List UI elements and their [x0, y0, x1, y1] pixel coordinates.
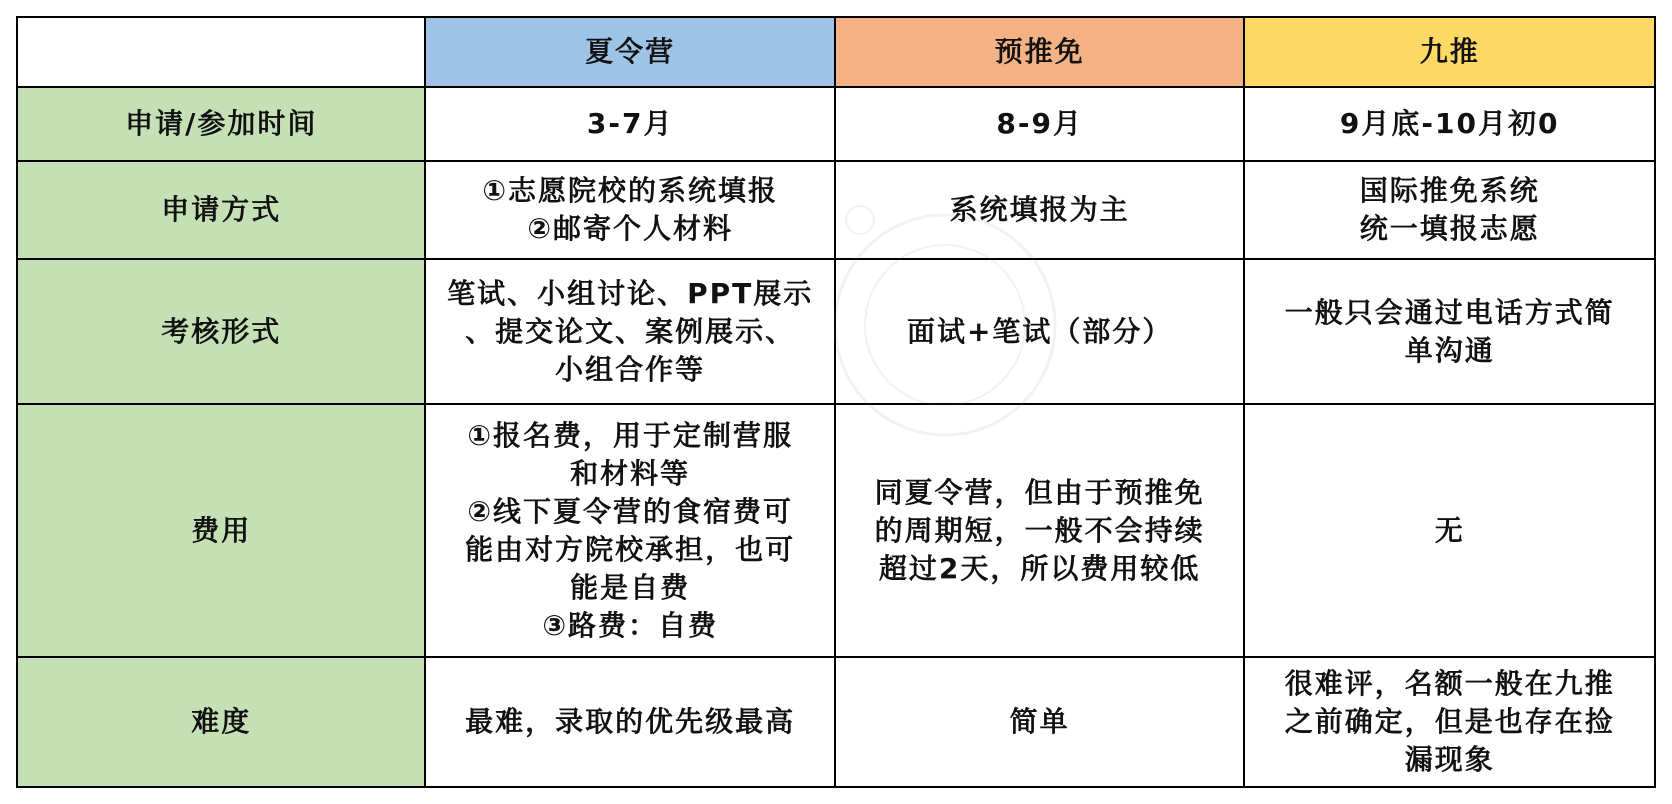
- table-cell: [835, 404, 1245, 656]
- table-cell: [1244, 259, 1655, 404]
- table-row: [17, 161, 1655, 260]
- table-cell: [835, 657, 1245, 787]
- cell-line: 统一填报志愿: [1359, 211, 1540, 245]
- table-row: [17, 259, 1655, 404]
- cell-line: 单沟通: [1404, 333, 1495, 367]
- table-cell: [425, 259, 835, 404]
- cell-line: 无: [1434, 513, 1465, 547]
- header-row: [17, 17, 1655, 87]
- table-cell: [425, 87, 835, 161]
- row-header-costs: 费用: [17, 404, 425, 656]
- table-cell: [1244, 161, 1655, 260]
- column-header-pre-recommendation: 预推免: [835, 17, 1245, 87]
- column-header-september-recommendation: 九推: [1244, 17, 1655, 87]
- cell-line: 面试+笔试（部分）: [906, 314, 1173, 348]
- table-cell: [425, 657, 835, 787]
- cell-line: 、提交论文、案例展示、: [465, 314, 796, 348]
- cell-line: 一般只会通过电话方式简: [1284, 295, 1615, 329]
- table-cell: [425, 161, 835, 260]
- cell-line: 简单: [1009, 704, 1070, 738]
- cell-line: 漏现象: [1404, 742, 1495, 776]
- table-cell: [835, 161, 1245, 260]
- table-cell: [1244, 657, 1655, 787]
- table-row: [17, 404, 1655, 656]
- row-header-difficulty: 难度: [17, 657, 425, 787]
- cell-line: ①志愿院校的系统填报: [482, 173, 779, 207]
- cell-line: 很难评，名额一般在九推: [1284, 666, 1615, 700]
- cell-line: 能是自费: [570, 570, 691, 604]
- cell-line: 3-7月: [586, 106, 674, 140]
- table-row: [17, 87, 1655, 161]
- cell-line: 国际推免系统: [1359, 173, 1540, 207]
- table-cell: [1244, 404, 1655, 656]
- cell-line: 笔试、小组讨论、PPT展示: [447, 276, 814, 310]
- cell-line: ①报名费，用于定制营服: [467, 418, 794, 452]
- cell-line: 的周期短，一般不会持续: [874, 513, 1205, 547]
- cell-line: 小组合作等: [555, 352, 706, 386]
- table-cell: [425, 404, 835, 656]
- table-row: [17, 657, 1655, 787]
- cell-line: ③路费：自费: [542, 608, 719, 642]
- cell-line: 系统填报为主: [949, 192, 1130, 226]
- table-cell: [835, 87, 1245, 161]
- corner-cell: [17, 17, 425, 87]
- cell-line: 之前确定，但是也存在捡: [1284, 704, 1615, 738]
- cell-line: ②邮寄个人材料: [527, 211, 734, 245]
- cell-line: 能由对方院校承担，也可: [465, 532, 796, 566]
- table-cell: [1244, 87, 1655, 161]
- cell-line: 9月底-10月初0: [1339, 106, 1560, 140]
- comparison-table: [16, 16, 1656, 788]
- cell-line: 超过2天，所以费用较低: [878, 551, 1201, 585]
- cell-line: 8-9月: [996, 106, 1083, 140]
- row-header-application-time: 申请/参加时间: [17, 87, 425, 161]
- cell-line: 和材料等: [570, 456, 691, 490]
- cell-line: ②线下夏令营的食宿费可: [467, 494, 794, 528]
- row-header-application-method: 申请方式: [17, 161, 425, 260]
- cell-line: 同夏令营，但由于预推免: [874, 475, 1205, 509]
- cell-line: 最难，录取的优先级最高: [465, 704, 796, 738]
- table-cell: [835, 259, 1245, 404]
- column-header-summer-camp: 夏令营: [425, 17, 835, 87]
- row-header-assessment-form: 考核形式: [17, 259, 425, 404]
